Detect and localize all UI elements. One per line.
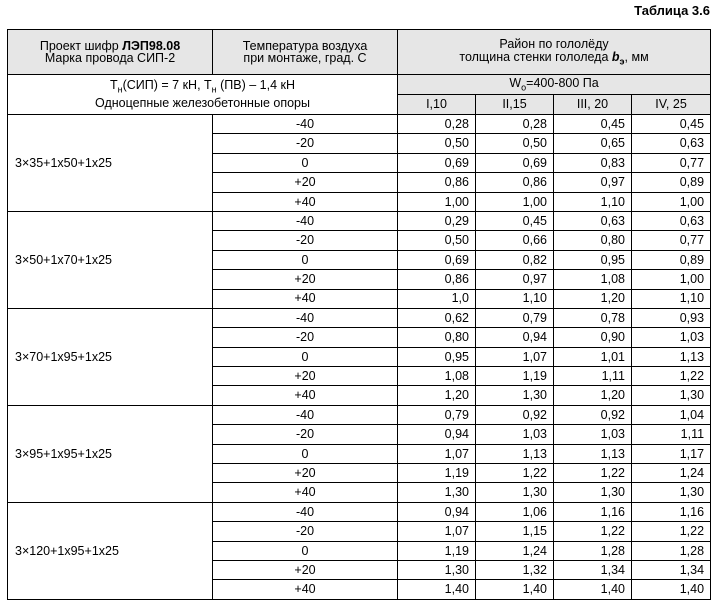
value-cell: 0,86 [398, 173, 476, 192]
temperature-cell: -40 [213, 115, 398, 134]
value-cell: 1,22 [632, 367, 711, 386]
table-row [8, 308, 711, 327]
value-cell: 0,29 [398, 211, 476, 230]
value-cell: 1,30 [476, 386, 554, 405]
project-code: ЛЭП98.08 [122, 38, 181, 53]
value-cell: 0,94 [476, 328, 554, 347]
value-cell: 1,19 [398, 464, 476, 483]
ice-region-line1: Район по гололёду [499, 37, 609, 51]
wire-mark-cell: 3×50+1х70+1х25 [8, 211, 213, 308]
value-cell: 0,86 [476, 173, 554, 192]
value-cell: 1,30 [554, 483, 632, 502]
value-cell: 1,11 [554, 367, 632, 386]
value-cell: 1,30 [398, 560, 476, 579]
value-cell: 1,0 [398, 289, 476, 308]
conditions-cell [8, 75, 398, 115]
value-cell: 1,34 [632, 560, 711, 579]
wind-symbol: W [509, 75, 522, 90]
value-cell: 0,50 [398, 134, 476, 153]
value-cell: 0,65 [554, 134, 632, 153]
value-cell: 1,20 [554, 289, 632, 308]
value-cell: 0,92 [476, 405, 554, 424]
temperature-cell: -20 [213, 134, 398, 153]
value-cell: 0,66 [476, 231, 554, 250]
value-cell: 1,00 [632, 192, 711, 211]
value-cell: 1,08 [554, 270, 632, 289]
temperature-header-cell [213, 30, 398, 75]
wind-pressure-cell [398, 75, 711, 95]
value-cell: 1,13 [476, 444, 554, 463]
value-cell: 0,45 [632, 115, 711, 134]
temperature-cell: -20 [213, 231, 398, 250]
value-cell: 1,40 [398, 580, 476, 599]
value-cell: 1,07 [398, 522, 476, 541]
temperature-cell: -40 [213, 308, 398, 327]
value-cell: 1,11 [632, 425, 711, 444]
value-cell: 0,69 [398, 250, 476, 269]
value-cell: 1,17 [632, 444, 711, 463]
ice-region-header-cell [398, 30, 711, 75]
value-cell: 0,79 [398, 405, 476, 424]
value-cell: 1,08 [398, 367, 476, 386]
temperature-cell: +20 [213, 367, 398, 386]
value-cell: 1,03 [632, 328, 711, 347]
value-cell: 1,03 [554, 425, 632, 444]
value-cell: 0,50 [398, 231, 476, 250]
wire-mark-cell: 3×95+1х95+1х25 [8, 405, 213, 502]
value-cell: 0,80 [554, 231, 632, 250]
value-cell: 0,97 [476, 270, 554, 289]
temperature-cell: +20 [213, 173, 398, 192]
value-cell: 0,83 [554, 153, 632, 172]
table-caption: Таблица 3.6 [634, 3, 710, 18]
wind-range: =400-800 Па [526, 75, 599, 90]
value-cell: 1,30 [398, 483, 476, 502]
value-cell: 0,45 [476, 211, 554, 230]
wire-mark-cell: 3×70+1х95+1х25 [8, 308, 213, 405]
temperature-cell: +40 [213, 192, 398, 211]
value-cell: 0,89 [632, 173, 711, 192]
grade-cell: III, 20 [554, 95, 632, 115]
value-cell: 1,07 [398, 444, 476, 463]
grade-cell: I,10 [398, 95, 476, 115]
temperature-cell: +20 [213, 560, 398, 579]
table-row [8, 502, 711, 521]
poles-type: Одноцепные железобетонные опоры [95, 96, 310, 111]
value-cell: 1,15 [476, 522, 554, 541]
value-cell: 1,32 [476, 560, 554, 579]
tension-sub-2: н [211, 84, 217, 95]
value-cell: 1,00 [398, 192, 476, 211]
value-cell: 1,40 [554, 580, 632, 599]
conditions-row [8, 75, 711, 95]
ice-unit: , мм [624, 49, 649, 64]
value-cell: 1,28 [632, 541, 711, 560]
temperature-cell: +40 [213, 386, 398, 405]
temperature-cell: -40 [213, 211, 398, 230]
value-cell: 0,95 [554, 250, 632, 269]
value-cell: 1,04 [632, 405, 711, 424]
value-cell: 0,63 [632, 134, 711, 153]
value-cell: 1,19 [476, 367, 554, 386]
value-cell: 1,06 [476, 502, 554, 521]
value-cell: 1,10 [632, 289, 711, 308]
temperature-cell: 0 [213, 250, 398, 269]
value-cell: 0,69 [398, 153, 476, 172]
temperature-cell: 0 [213, 153, 398, 172]
temperature-cell: -40 [213, 502, 398, 521]
value-cell: 0,63 [632, 211, 711, 230]
header-row [8, 30, 711, 75]
temperature-cell: +20 [213, 270, 398, 289]
value-cell: 1,30 [476, 483, 554, 502]
tension-sip: (СИП) = 7 кН, [122, 77, 205, 92]
value-cell: 0,86 [398, 270, 476, 289]
value-cell: 0,80 [398, 328, 476, 347]
value-cell: 1,13 [632, 347, 711, 366]
value-cell: 1,22 [554, 464, 632, 483]
value-cell: 1,24 [632, 464, 711, 483]
wind-sub: о [521, 82, 527, 93]
value-cell: 1,20 [398, 386, 476, 405]
wire-mark-cell: 3×120+1х95+1х25 [8, 502, 213, 599]
temperature-cell: -20 [213, 328, 398, 347]
value-cell: 1,10 [476, 289, 554, 308]
value-cell: 1,20 [554, 386, 632, 405]
value-cell: 1,13 [554, 444, 632, 463]
value-cell: 1,00 [632, 270, 711, 289]
table-row [8, 115, 711, 134]
value-cell: 0,82 [476, 250, 554, 269]
project-header-cell [8, 30, 213, 75]
value-cell: 1,16 [632, 502, 711, 521]
value-cell: 1,30 [632, 386, 711, 405]
temperature-cell: +40 [213, 483, 398, 502]
value-cell: 0,63 [554, 211, 632, 230]
value-cell: 1,16 [554, 502, 632, 521]
value-cell: 1,40 [632, 580, 711, 599]
value-cell: 1,22 [476, 464, 554, 483]
value-cell: 1,28 [554, 541, 632, 560]
value-cell: 1,01 [554, 347, 632, 366]
value-cell: 1,03 [476, 425, 554, 444]
wire-mark-cell: 3×35+1х50+1х25 [8, 115, 213, 212]
temperature-cell: -20 [213, 425, 398, 444]
ice-load-table [7, 29, 711, 600]
value-cell: 1,00 [476, 192, 554, 211]
value-cell: 0,94 [398, 502, 476, 521]
grade-cell: II,15 [476, 95, 554, 115]
value-cell: 0,78 [554, 308, 632, 327]
ice-region-line2: толщина стенки гололеда [459, 49, 612, 64]
value-cell: 1,22 [554, 522, 632, 541]
value-cell: 0,50 [476, 134, 554, 153]
wire-mark: Марка провода СИП-2 [44, 51, 176, 65]
value-cell: 1,40 [476, 580, 554, 599]
value-cell: 0,90 [554, 328, 632, 347]
value-cell: 1,22 [632, 522, 711, 541]
temperature-cell: +40 [213, 289, 398, 308]
value-cell: 0,95 [398, 347, 476, 366]
tension-pv: (ПВ) – 1,4 кН [216, 77, 296, 92]
value-cell: 1,34 [554, 560, 632, 579]
grade-cell: IV, 25 [632, 95, 711, 115]
temperature-cell: -20 [213, 522, 398, 541]
value-cell: 0,93 [632, 308, 711, 327]
value-cell: 0,79 [476, 308, 554, 327]
table-row [8, 211, 711, 230]
value-cell: 1,19 [398, 541, 476, 560]
value-cell: 0,77 [632, 153, 711, 172]
temperature-header-line1: Температура воздуха [242, 38, 368, 53]
value-cell: 0,94 [398, 425, 476, 444]
value-cell: 1,07 [476, 347, 554, 366]
value-cell: 0,89 [632, 250, 711, 269]
value-cell: 0,28 [476, 115, 554, 134]
value-cell: 0,28 [398, 115, 476, 134]
value-cell: 0,62 [398, 308, 476, 327]
value-cell: 0,92 [554, 405, 632, 424]
temperature-header-line2: при монтаже, град. С [243, 51, 367, 65]
project-prefix: Проект шифр [39, 38, 123, 53]
tension-symbol-2: Т [204, 77, 212, 92]
temperature-cell: +40 [213, 580, 398, 599]
temperature-cell: 0 [213, 444, 398, 463]
tension-symbol: Т [109, 77, 118, 92]
ice-symbol-sub: э [619, 56, 625, 66]
value-cell: 0,77 [632, 231, 711, 250]
value-cell: 0,45 [554, 115, 632, 134]
temperature-cell: +20 [213, 464, 398, 483]
temperature-cell: -40 [213, 405, 398, 424]
value-cell: 0,97 [554, 173, 632, 192]
tension-sub: н [117, 84, 123, 95]
table-row [8, 405, 711, 424]
value-cell: 1,30 [632, 483, 711, 502]
value-cell: 1,24 [476, 541, 554, 560]
value-cell: 0,69 [476, 153, 554, 172]
ice-symbol: b [611, 49, 620, 64]
temperature-cell: 0 [213, 541, 398, 560]
value-cell: 1,10 [554, 192, 632, 211]
temperature-cell: 0 [213, 347, 398, 366]
